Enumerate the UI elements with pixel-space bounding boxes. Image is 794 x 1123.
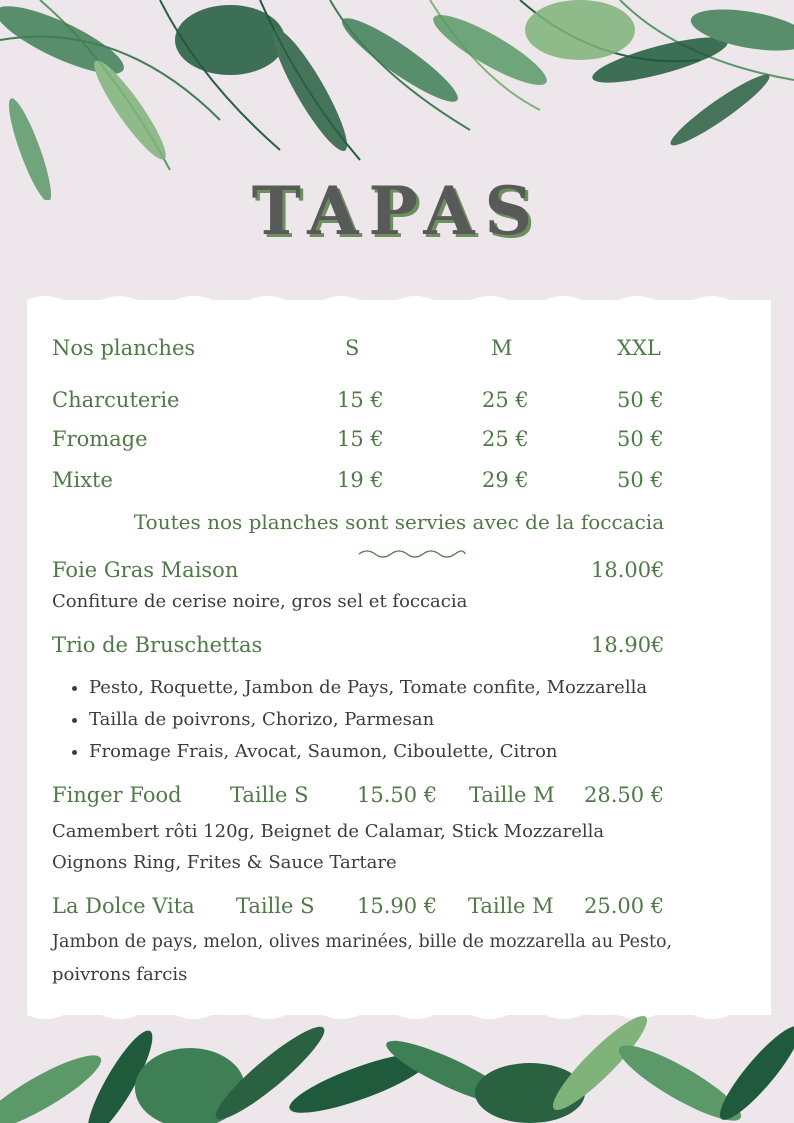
bruschettas-name: Trio de Bruschettas [52, 633, 263, 657]
planches-header-m: M [491, 336, 513, 360]
bruschettas-price: 18.90€ [591, 633, 665, 657]
list-item: • Pesto, Roquette, Jambon de Pays, Tomate confite, Mozzarella [89, 672, 647, 704]
wavy-divider-icon [357, 548, 467, 560]
planche-row-xxl: 50 € [617, 427, 664, 451]
palm-leaf-icon [0, 0, 794, 170]
wavy-top-edge [27, 292, 771, 306]
finger-food-size-m-label: Taille M [469, 783, 555, 807]
planches-header-s: S [345, 336, 360, 360]
list-item: • Fromage Frais, Avocat, Saumon, Ciboulette, Citron [89, 736, 647, 768]
planches-header-name: Nos planches [52, 336, 196, 360]
dolce-vita-description-line1: Jambon de pays, melon, olives marinées, bille de mozzarella au Pesto, [52, 932, 673, 952]
finger-food-size-s-label: Taille S [230, 783, 309, 807]
list-item: • Tailla de poivrons, Chorizo, Parmesan [89, 704, 647, 736]
finger-food-name: Finger Food [52, 783, 182, 807]
planches-header-xxl: XXL [617, 336, 661, 360]
planche-row-xxl: 50 € [617, 468, 664, 492]
planche-row-name: Charcuterie [52, 388, 180, 412]
planche-row-m: 29 € [482, 468, 529, 492]
planche-row-s: 19 € [337, 468, 384, 492]
foie-gras-name: Foie Gras Maison [52, 558, 239, 582]
dolce-vita-size-m-label: Taille M [468, 894, 554, 918]
planche-row-m: 25 € [482, 388, 529, 412]
finger-food-size-m-price: 28.50 € [584, 783, 665, 807]
menu-card [27, 300, 771, 1015]
finger-food-description-line1: Camembert rôti 120g, Beignet de Calamar, Stick Mozzarella [52, 821, 605, 842]
finger-food-description-line2: Oignons Ring, Frites & Sauce Tartare [52, 852, 397, 873]
foie-gras-price: 18.00€ [591, 558, 665, 582]
foie-gras-description: Confiture de cerise noire, gros sel et foccacia [52, 591, 468, 612]
dolce-vita-description-line2: poivrons farcis [52, 964, 188, 985]
palm-leaf-icon [0, 1007, 794, 1123]
bruschettas-list [67, 672, 647, 768]
planche-row-m: 25 € [482, 427, 529, 451]
planche-row-s: 15 € [337, 427, 384, 451]
page-title: TAPAS [251, 172, 543, 250]
planche-row-s: 15 € [337, 388, 384, 412]
planche-row-name: Fromage [52, 427, 148, 451]
dolce-vita-size-m-price: 25.00 € [584, 894, 665, 918]
wavy-bottom-edge [27, 1009, 771, 1023]
palm-leaves-top-decoration [0, 0, 794, 200]
planche-row-name: Mixte [52, 468, 113, 492]
dolce-vita-size-s-price: 15.90 € [357, 894, 438, 918]
planche-row-xxl: 50 € [617, 388, 664, 412]
dolce-vita-name: La Dolce Vita [52, 894, 195, 918]
planches-note: Toutes nos planches sont servies avec de la foccacia [133, 510, 665, 534]
finger-food-size-s-price: 15.50 € [357, 783, 438, 807]
dolce-vita-size-s-label: Taille S [236, 894, 315, 918]
